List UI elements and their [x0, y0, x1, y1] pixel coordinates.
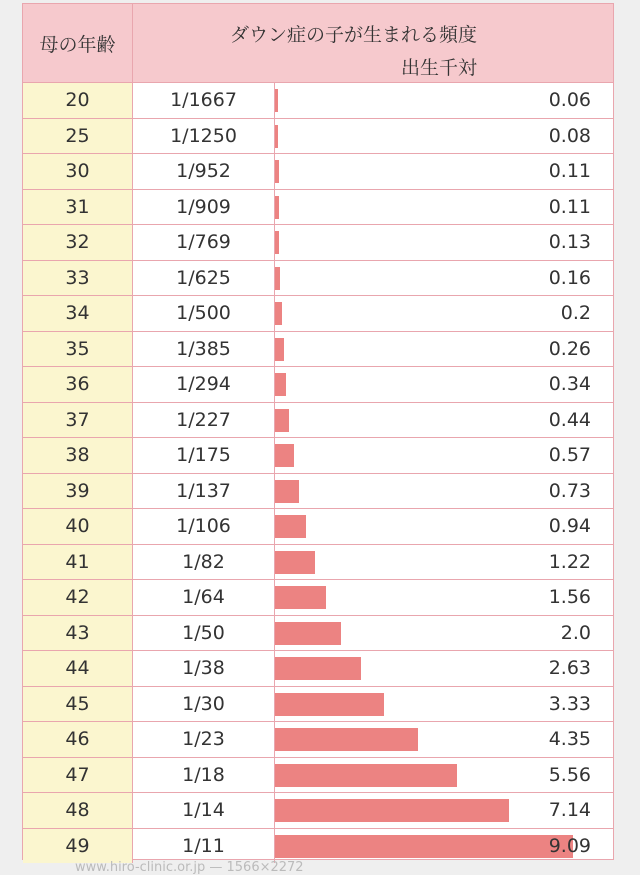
ratio-cell: 1/227 — [133, 403, 275, 438]
value-label: 1.56 — [548, 586, 591, 609]
age-cell: 45 — [23, 687, 133, 722]
ratio-cell: 1/82 — [133, 545, 275, 580]
table-row — [23, 650, 613, 686]
age-cell: 32 — [23, 225, 133, 260]
frequency-bar — [275, 409, 289, 432]
table-row — [23, 721, 613, 757]
ratio-cell: 1/50 — [133, 616, 275, 651]
value-label: 0.57 — [548, 444, 591, 467]
table-row — [23, 473, 613, 509]
value-label: 3.33 — [548, 692, 591, 715]
table-row — [23, 224, 613, 260]
table-row — [23, 82, 613, 118]
frequency-column-header — [133, 4, 613, 82]
bar-cell — [275, 474, 613, 509]
ratio-cell: 1/769 — [133, 225, 275, 260]
age-cell: 20 — [23, 83, 133, 118]
table-row — [23, 686, 613, 722]
age-cell: 47 — [23, 758, 133, 793]
age-header-label: 母の年齢 — [39, 33, 116, 56]
ratio-cell: 1/385 — [133, 332, 275, 367]
table-row — [23, 118, 613, 154]
age-cell: 36 — [23, 367, 133, 402]
table-row — [23, 295, 613, 331]
unit-label: 出生千対 — [401, 57, 478, 79]
table-row — [23, 579, 613, 615]
table-row — [23, 615, 613, 651]
age-cell: 31 — [23, 190, 133, 225]
age-cell: 34 — [23, 296, 133, 331]
bar-cell — [275, 367, 613, 402]
value-label: 2.63 — [548, 657, 591, 680]
value-label: 0.2 — [560, 302, 591, 325]
frequency-bar — [275, 338, 284, 361]
age-cell: 48 — [23, 793, 133, 828]
ratio-cell: 1/1667 — [133, 83, 275, 118]
ratio-cell: 1/952 — [133, 154, 275, 189]
bar-cell — [275, 616, 613, 651]
frequency-bar — [275, 799, 509, 822]
frequency-bar — [275, 302, 282, 325]
age-column-header — [23, 4, 133, 82]
ratio-cell: 1/38 — [133, 651, 275, 686]
ratio-cell: 1/175 — [133, 438, 275, 473]
age-cell: 37 — [23, 403, 133, 438]
frequency-bar — [275, 480, 299, 503]
ratio-cell: 1/11 — [133, 829, 275, 864]
table-row — [23, 544, 613, 580]
frequency-bar — [275, 231, 279, 254]
bar-cell — [275, 190, 613, 225]
value-label: 0.44 — [548, 408, 591, 431]
frequency-bar — [275, 657, 361, 680]
value-label: 0.26 — [548, 337, 591, 360]
table-row — [23, 792, 613, 828]
frequency-bar — [275, 764, 457, 787]
table-body — [23, 82, 613, 863]
value-label: 0.11 — [548, 160, 591, 183]
frequency-bar — [275, 125, 278, 148]
frequency-bar — [275, 89, 278, 112]
table-row — [23, 437, 613, 473]
frequency-bar — [275, 551, 315, 574]
age-cell: 33 — [23, 261, 133, 296]
value-label: 0.11 — [548, 195, 591, 218]
bar-cell — [275, 793, 613, 828]
ratio-cell: 1/625 — [133, 261, 275, 296]
ratio-cell: 1/294 — [133, 367, 275, 402]
frequency-bar — [275, 693, 384, 716]
frequency-bar — [275, 728, 418, 751]
age-cell: 38 — [23, 438, 133, 473]
age-cell: 35 — [23, 332, 133, 367]
bar-cell — [275, 545, 613, 580]
value-label: 7.14 — [548, 799, 591, 822]
bar-cell — [275, 296, 613, 331]
value-label: 0.94 — [548, 515, 591, 538]
frequency-bar — [275, 835, 573, 858]
table-row — [23, 366, 613, 402]
bar-cell — [275, 509, 613, 544]
ratio-cell: 1/500 — [133, 296, 275, 331]
ratio-cell: 1/14 — [133, 793, 275, 828]
age-cell: 46 — [23, 722, 133, 757]
value-label: 9.09 — [548, 834, 591, 857]
table-row — [23, 757, 613, 793]
frequency-bar — [275, 515, 306, 538]
table-row — [23, 828, 613, 864]
frequency-bar — [275, 267, 280, 290]
value-label: 0.16 — [548, 266, 591, 289]
table-row — [23, 402, 613, 438]
bar-cell — [275, 261, 613, 296]
bar-cell — [275, 580, 613, 615]
age-cell: 25 — [23, 119, 133, 154]
ratio-cell: 1/106 — [133, 509, 275, 544]
frequency-bar — [275, 373, 286, 396]
bar-cell — [275, 119, 613, 154]
value-label: 0.73 — [548, 479, 591, 502]
age-cell: 40 — [23, 509, 133, 544]
ratio-cell: 1/909 — [133, 190, 275, 225]
frequency-bar — [275, 444, 294, 467]
table-row — [23, 508, 613, 544]
frequency-table — [22, 3, 614, 860]
value-label: 2.0 — [560, 621, 591, 644]
value-label: 0.08 — [548, 124, 591, 147]
bar-cell — [275, 687, 613, 722]
age-cell: 43 — [23, 616, 133, 651]
frequency-bar — [275, 622, 341, 645]
bar-cell — [275, 829, 613, 864]
ratio-cell: 1/23 — [133, 722, 275, 757]
value-label: 1.22 — [548, 550, 591, 573]
ratio-cell: 1/64 — [133, 580, 275, 615]
bar-cell — [275, 722, 613, 757]
frequency-bar — [275, 586, 326, 609]
ratio-cell: 1/18 — [133, 758, 275, 793]
age-cell: 41 — [23, 545, 133, 580]
table-row — [23, 260, 613, 296]
frequency-bar — [275, 160, 279, 183]
age-cell: 44 — [23, 651, 133, 686]
bar-cell — [275, 403, 613, 438]
chart-title: ダウン症の子が生まれる頻度 — [230, 24, 478, 46]
age-cell: 39 — [23, 474, 133, 509]
value-label: 5.56 — [548, 763, 591, 786]
bar-cell — [275, 225, 613, 260]
source-caption: www.hiro-clinic.or.jp — 1566×2272 — [75, 860, 304, 875]
frequency-bar — [275, 196, 279, 219]
value-label: 0.06 — [548, 89, 591, 112]
bar-cell — [275, 154, 613, 189]
bar-cell — [275, 332, 613, 367]
age-cell: 30 — [23, 154, 133, 189]
value-label: 4.35 — [548, 728, 591, 751]
age-cell: 42 — [23, 580, 133, 615]
ratio-cell: 1/30 — [133, 687, 275, 722]
bar-cell — [275, 83, 613, 118]
table-row — [23, 189, 613, 225]
table-row — [23, 153, 613, 189]
ratio-cell: 1/137 — [133, 474, 275, 509]
table-row — [23, 331, 613, 367]
bar-cell — [275, 758, 613, 793]
value-label: 0.13 — [548, 231, 591, 254]
bar-cell — [275, 438, 613, 473]
ratio-cell: 1/1250 — [133, 119, 275, 154]
value-label: 0.34 — [548, 373, 591, 396]
bar-cell — [275, 651, 613, 686]
age-cell: 49 — [23, 829, 133, 864]
